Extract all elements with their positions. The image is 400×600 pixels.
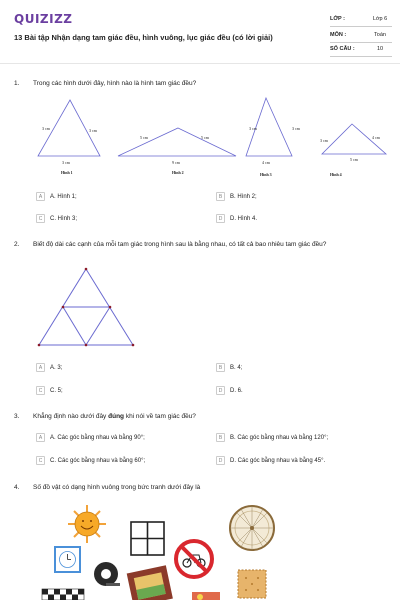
question-3-number: 3. bbox=[14, 413, 20, 420]
q2-option-c-text: C. 5; bbox=[50, 387, 63, 394]
sun-icon bbox=[68, 505, 106, 543]
fig4-caption: Hình 4 bbox=[330, 172, 342, 177]
grade-value: Lớp 6 bbox=[372, 16, 388, 22]
fig1-left-label: 3 cm bbox=[42, 126, 50, 131]
q3-option-b[interactable] bbox=[216, 433, 328, 442]
fig3-left-label: 3 cm bbox=[249, 126, 257, 131]
triangle-figure-2 bbox=[118, 128, 236, 156]
fig4-left-label: 3 cm bbox=[320, 138, 328, 143]
q1-option-b[interactable] bbox=[216, 192, 257, 201]
window-icon bbox=[131, 522, 164, 555]
q2-option-d[interactable] bbox=[216, 386, 243, 395]
inner-line-left bbox=[63, 307, 86, 345]
question-4-text: Số đồ vật có dạng hình vuông trong bức tranh dưới đây là bbox=[33, 484, 201, 491]
q3-option-c-box[interactable]: C bbox=[36, 456, 45, 465]
question-1-number: 1. bbox=[14, 80, 20, 87]
q1-option-c[interactable] bbox=[36, 214, 77, 223]
question-4-illustration bbox=[0, 497, 400, 600]
q1-option-c-box[interactable]: C bbox=[36, 214, 45, 223]
q2-option-b[interactable] bbox=[216, 363, 242, 372]
q2-option-a[interactable] bbox=[36, 363, 62, 372]
count-label: SỐ CÂU : bbox=[330, 46, 355, 52]
q3-option-c[interactable] bbox=[36, 456, 145, 465]
question-3-text: Khẳng định nào dưới đây đúng khi nói về tam giác đều? bbox=[33, 413, 196, 420]
fig1-right-label: 3 cm bbox=[89, 128, 97, 133]
q2-option-a-text: A. 3; bbox=[50, 364, 63, 371]
question-2-number: 2. bbox=[14, 241, 20, 248]
question-2-text: Biết độ dài các cạnh của mỗi tam giác trong hình sau là bằng nhau, có tất cả bao nhiêu tam giác đều? bbox=[33, 241, 327, 248]
q1-option-a-box[interactable]: A bbox=[36, 192, 45, 201]
question-2-figure bbox=[0, 255, 400, 355]
q3-option-a-box[interactable]: A bbox=[36, 433, 45, 442]
q3-option-d-text: D. Các góc bằng nhau và bằng 45°. bbox=[230, 457, 326, 464]
fig1-caption: Hình 1 bbox=[61, 170, 73, 175]
q2-option-c-box[interactable]: C bbox=[36, 386, 45, 395]
question-4-number: 4. bbox=[14, 484, 20, 491]
fig3-right-label: 3 cm bbox=[292, 126, 300, 131]
fig2-bottom-label: 9 cm bbox=[172, 160, 180, 165]
fig2-left-label: 5 cm bbox=[140, 135, 148, 140]
no-bicycle-sign-icon bbox=[176, 541, 212, 577]
question-1-figures bbox=[0, 92, 400, 182]
fig1-bottom-label: 3 cm bbox=[62, 160, 70, 165]
q3-option-b-box[interactable]: B bbox=[216, 433, 225, 442]
subject-meta bbox=[330, 32, 392, 40]
q2-option-b-text: B. 4; bbox=[230, 364, 243, 371]
q2-option-b-box[interactable]: B bbox=[216, 363, 225, 372]
q1-option-a-text: A. Hình 1; bbox=[50, 193, 77, 200]
square-cracker-icon bbox=[238, 570, 266, 598]
q2-option-a-box[interactable]: A bbox=[36, 363, 45, 372]
chessboard-icon bbox=[42, 589, 84, 600]
q2-option-d-text: D. 6. bbox=[230, 387, 243, 394]
inner-line-right bbox=[86, 307, 110, 345]
fig4-right-label: 4 cm bbox=[372, 135, 380, 140]
worksheet-header bbox=[0, 0, 400, 64]
q3-option-d[interactable] bbox=[216, 456, 325, 465]
q2-option-c[interactable] bbox=[36, 386, 63, 395]
fig3-caption: Hình 3 bbox=[260, 172, 272, 177]
grade-meta bbox=[330, 16, 392, 24]
q1-option-c-text: C. Hình 3; bbox=[50, 215, 78, 222]
q1-option-a[interactable] bbox=[36, 192, 77, 201]
q1-option-b-box[interactable]: B bbox=[216, 192, 225, 201]
q1-option-d-text: D. Hình 4. bbox=[230, 215, 258, 222]
subject-label: MÔN : bbox=[330, 32, 347, 38]
tape-roll-icon bbox=[94, 562, 120, 586]
flower-photo-icon bbox=[192, 592, 220, 600]
picture-frame-icon bbox=[127, 565, 173, 600]
grade-label: LỚP : bbox=[330, 16, 345, 22]
count-value: 10 bbox=[376, 46, 384, 52]
bicycle-wheel-icon bbox=[230, 506, 274, 550]
q3-option-c-text: C. Các góc bằng nhau và bằng 60°; bbox=[50, 457, 146, 464]
square-clock-icon bbox=[55, 547, 80, 572]
quizizz-logo[interactable]: QUIZIZZ bbox=[14, 12, 73, 26]
subject-value: Toán bbox=[374, 32, 386, 38]
q1-option-d[interactable] bbox=[216, 214, 257, 223]
q3-option-a-text: A. Các góc bằng nhau và bằng 90°; bbox=[50, 434, 145, 441]
fig3-bottom-label: 4 cm bbox=[262, 160, 270, 165]
worksheet-title: 13 Bài tập Nhận dạng tam giác đều, hình vuông, lục giác đều (có lời giải) bbox=[14, 33, 273, 42]
fig2-right-label: 5 cm bbox=[201, 135, 209, 140]
q1-option-b-text: B. Hình 2; bbox=[230, 193, 257, 200]
count-meta bbox=[330, 46, 392, 54]
q3-option-b-text: B. Các góc bằng nhau và bằng 120°; bbox=[230, 434, 329, 441]
fig2-caption: Hình 2 bbox=[172, 170, 184, 175]
q2-option-d-box[interactable]: D bbox=[216, 386, 225, 395]
question-1-text: Trong các hình dưới đây, hình nào là hình tam giác đều? bbox=[33, 80, 197, 87]
fig4-bottom-label: 5 cm bbox=[350, 157, 358, 162]
q3-option-a[interactable] bbox=[36, 433, 145, 442]
q1-option-d-box[interactable]: D bbox=[216, 214, 225, 223]
q3-option-d-box[interactable]: D bbox=[216, 456, 225, 465]
